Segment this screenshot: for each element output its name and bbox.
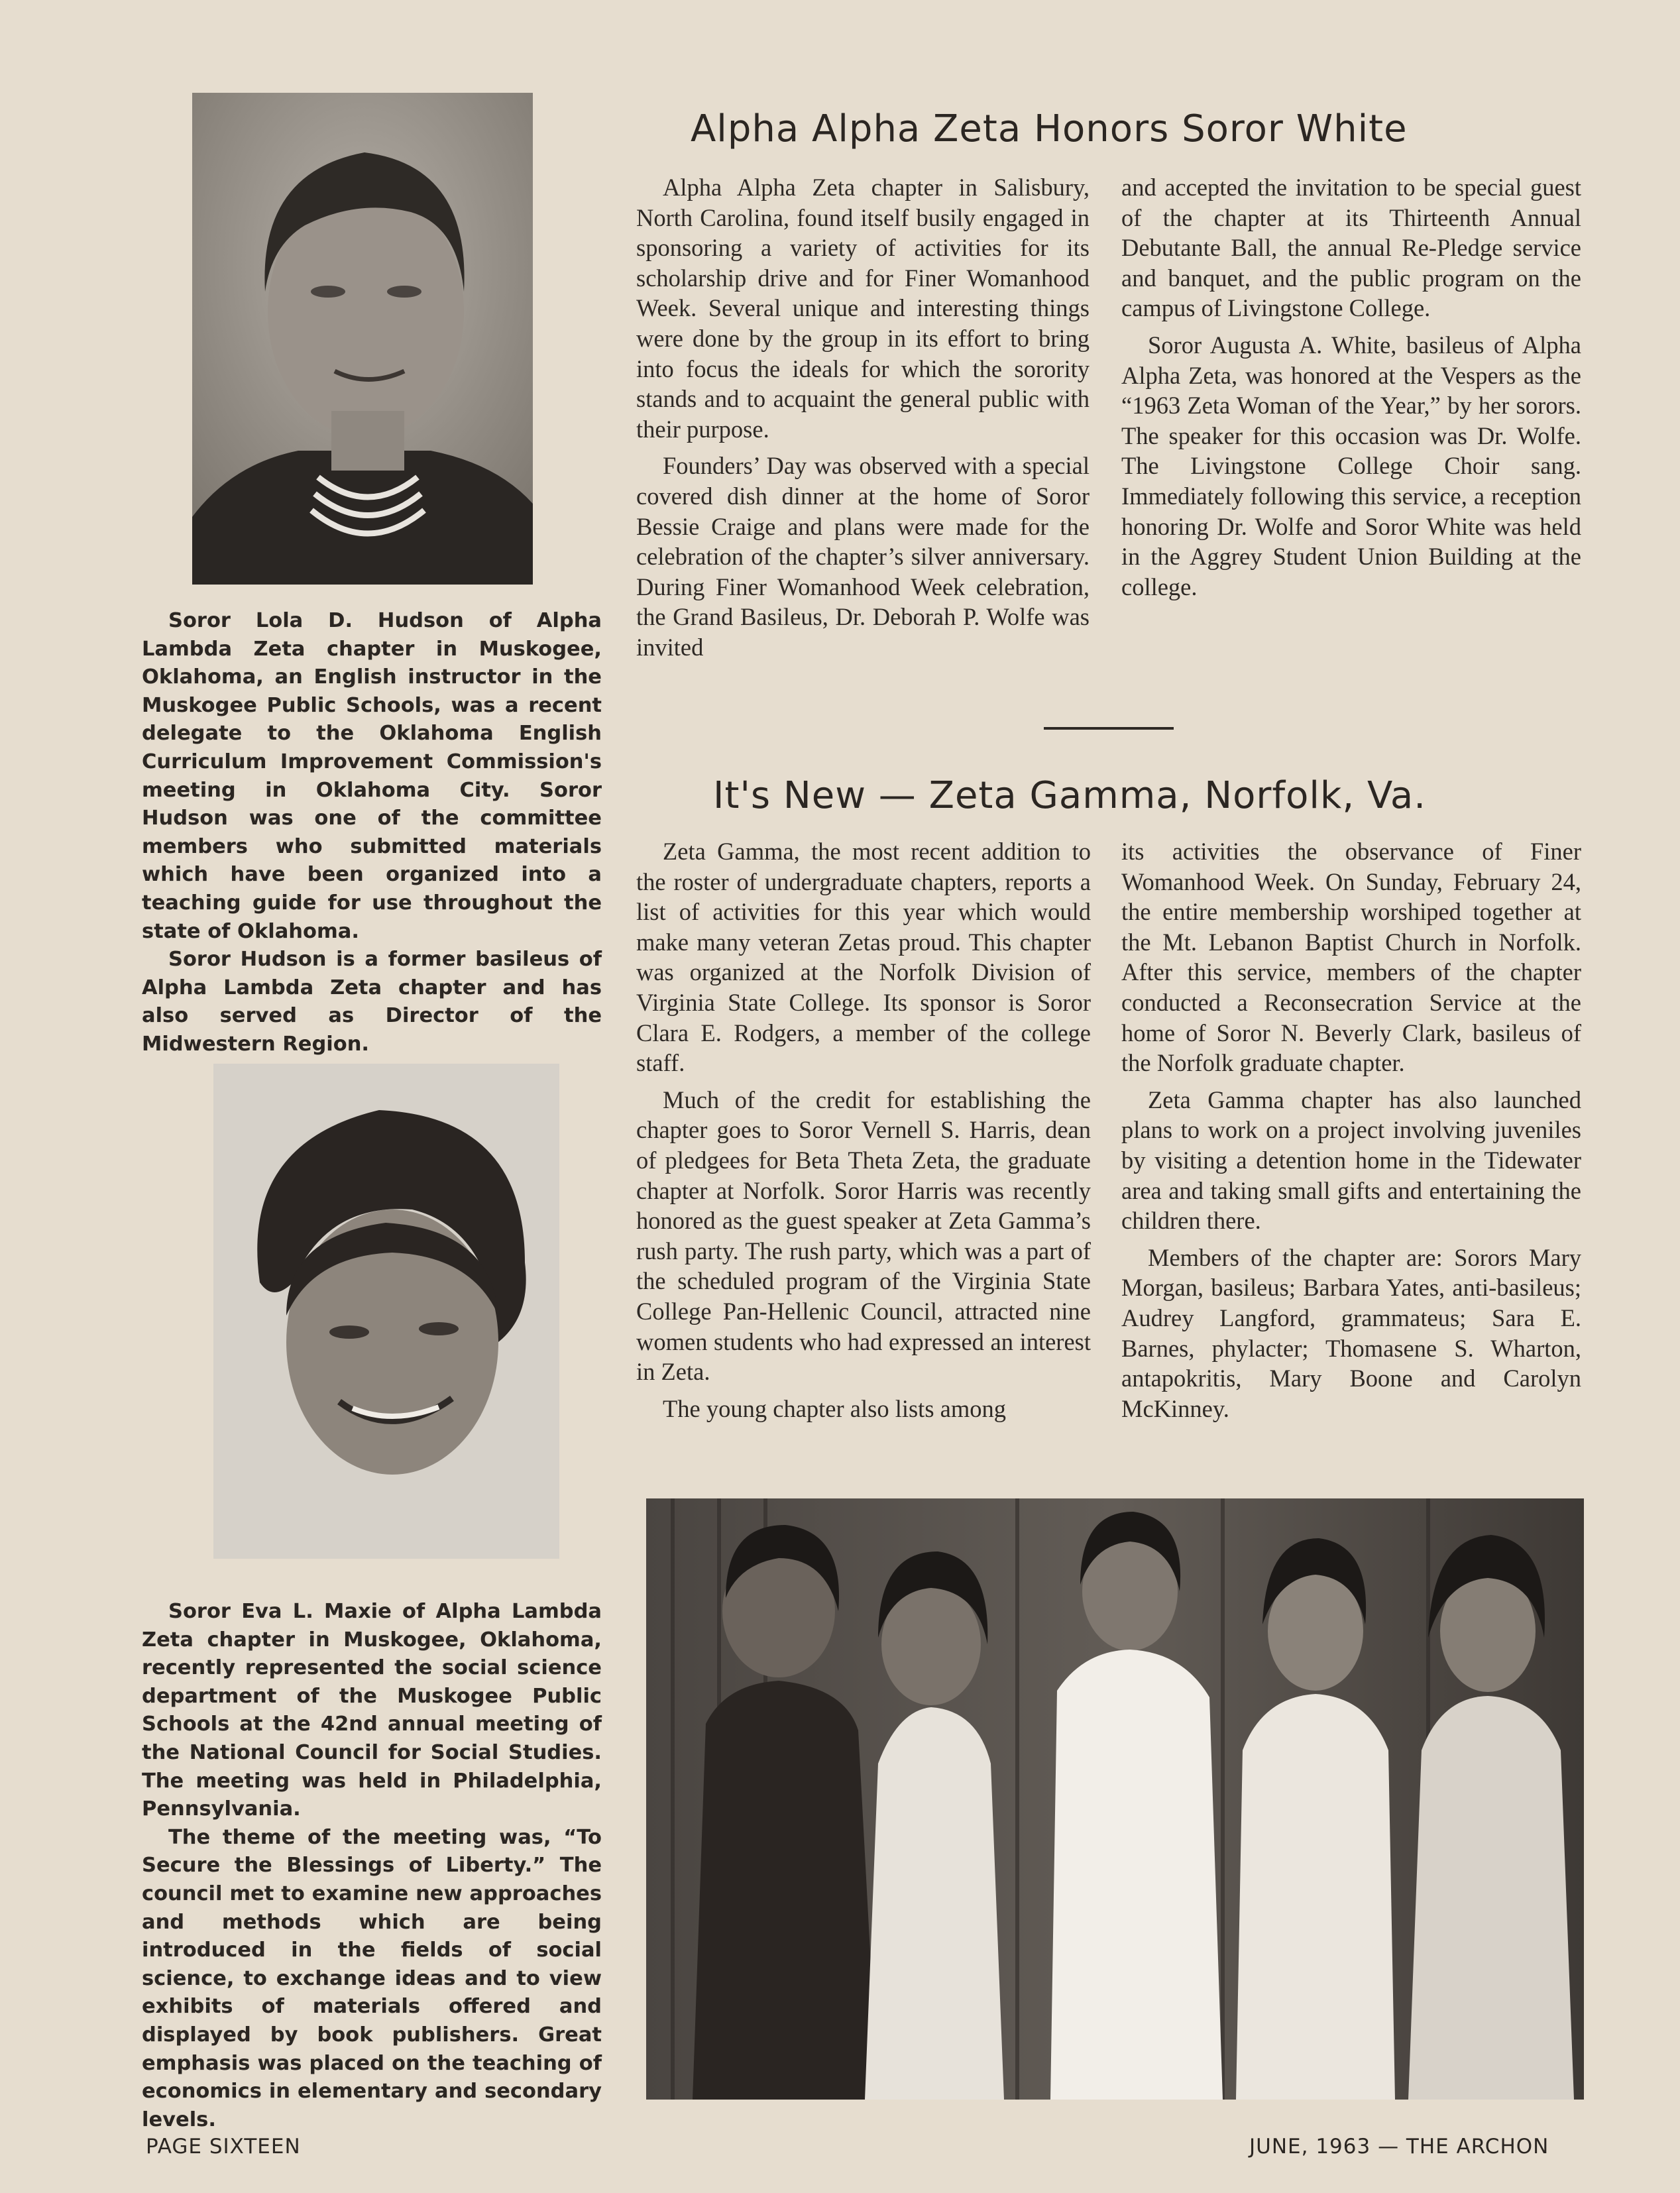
article-white-column-2: [1121, 172, 1581, 602]
article-white-paragraph: and accepted the invitation to be special guest of the chapter at its Thirteenth Annual Debutante Ball, the annual Re-Pledge service and banquet, and the public program on the campus of Livingstone College.: [1121, 174, 1581, 322]
photo-zeta-gamma-members: [646, 1498, 1584, 2100]
article-white-paragraph: Founders’ Day was observed with a special covered dish dinner at the home of Soror Bessie Craige and plans were made for the celebration of the chapter’s silver anniversary. During Finer Womanhood Week celebration, the Grand Basileus, Dr. Deborah P. Wolfe was invited: [636, 452, 1090, 661]
caption-maxie: [142, 1598, 602, 2134]
caption-hudson-p1: Soror Lola D. Hudson of Alpha Lambda Zeta chapter in Muskogee, Oklahoma, an English instructor in the Muskogee Public Schools, was a recent delegate to the Oklahoma English Curriculum Improvement Commission's meeting in Oklahoma City. Soror Hudson was one of the committee members who submitted materials which have been organized into a teaching guide for use throughout the state of Oklahoma.: [142, 609, 602, 943]
headline-alpha-alpha-zeta: Alpha Alpha Zeta Honors Soror White: [691, 107, 1408, 150]
article-zeta-column-2: [1121, 836, 1581, 1424]
caption-maxie-p1: Soror Eva L. Maxie of Alpha Lambda Zeta chapter in Muskogee, Oklahoma, recently represented the social science department of the Muskogee Public Schools at the 42nd annual meeting of the National Council for Social Studies. The meeting was held in Philadelphia, Pennsylvania.: [142, 1600, 602, 1821]
photo-eva-maxie: [213, 1064, 559, 1559]
article-white-paragraph: Alpha Alpha Zeta chapter in Salisbury, North Carolina, found itself busily engaged in sponsoring a variety of activities for its scholarship drive and for Finer Womanhood Week. Several unique and interesting things were done by the group in its effort to bring into focus the ideals for which the sorority stands and to acquaint the general public with their purpose.: [636, 174, 1090, 443]
article-white-column-1: [636, 172, 1090, 663]
section-divider: [1044, 727, 1174, 730]
page-number: PAGE SIXTEEN: [146, 2135, 301, 2159]
article-zeta-column-1: [636, 836, 1091, 1424]
caption-hudson-p2: Soror Hudson is a former basileus of Alpha Lambda Zeta chapter and has also served as Director of the Midwestern Region.: [142, 948, 602, 1056]
caption-hudson: [142, 607, 602, 1059]
issue-date: JUNE, 1963 — THE ARCHON: [1249, 2135, 1549, 2159]
headline-zeta-gamma: It's New — Zeta Gamma, Norfolk, Va.: [713, 774, 1427, 817]
article-zeta-paragraph: Members of the chapter are: Sorors Mary Morgan, basileus; Barbara Yates, anti-basileus; Audrey Langford, grammateus; Sara E. Barnes, phylacter; Thomasene S. Wharton, antapokritis, Mary Boone and Carolyn McKinney.: [1121, 1243, 1581, 1422]
article-zeta-paragraph: Zeta Gamma, the most recent addition to the roster of undergraduate chapters, reports a list of activities for this year which would make many veteran Zetas proud. This chapter was organized at the Norfolk Division of Virginia State College. Its sponsor is Soror Clara E. Rodgers, a member of the college staff.: [636, 838, 1091, 1077]
article-zeta-paragraph: its activities the observance of Finer Womanhood Week. On Sunday, February 24, the entire membership worshiped together at the Mt. Lebanon Baptist Church in Norfolk. After this service, members of the chapter conducted a Reconsecration Service at the home of Soror N. Beverly Clark, basileus of the Norfolk graduate chapter.: [1121, 838, 1581, 1077]
portrait-maxie-illustration: [213, 1064, 559, 1559]
photo-lola-hudson: [192, 93, 533, 585]
article-zeta-paragraph: Zeta Gamma chapter has also launched plans to work on a project involving juveniles by visiting a detention home in the Tidewater area and taking small gifts and entertaining the children there.: [1121, 1086, 1581, 1235]
caption-maxie-p2: The theme of the meeting was, “To Secure the Blessings of Liberty.” The council met to examine new approaches and methods which are being introduced in the fields of social science, to exchange ideas and to view exhibits of materials offered and displayed by book publishers. Great emphasis was placed on the teaching of economics in elementary and secondary levels.: [142, 1825, 602, 2131]
article-zeta-paragraph: The young chapter also lists among: [663, 1394, 1006, 1422]
group-photo-illustration: [646, 1498, 1584, 2100]
article-zeta-paragraph: Much of the credit for establishing the chapter goes to Soror Vernell S. Harris, dean of pledgees for Beta Theta Zeta, the graduate chapter at Norfolk. Soror Harris was recently honored as the guest speaker at Zeta Gamma’s rush party. The rush party, which was a part of the scheduled program of the Virginia State College Pan-Hellenic Council, attracted nine women students who had expressed an interest in Zeta.: [636, 1086, 1091, 1386]
portrait-hudson-illustration: [192, 93, 533, 585]
article-white-paragraph: Soror Augusta A. White, basileus of Alpha Alpha Zeta, was honored at the Vespers as the “1963 Zeta Woman of the Year,” by her sorors. The speaker for this occasion was Dr. Wolfe. The Livingstone College Choir sang. Immediately following this service, a reception honoring Dr. Wolfe and Soror White was held in the Aggrey Student Union Building at the college.: [1121, 331, 1581, 600]
